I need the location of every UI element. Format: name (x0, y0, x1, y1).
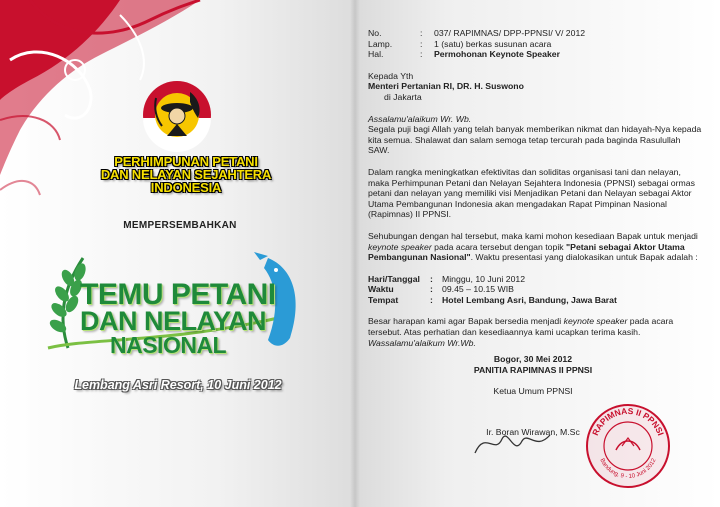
recipient-name: Menteri Pertanian RI, DR. H. Suswono (368, 81, 524, 92)
recipient-to: Kepada Yth (368, 70, 414, 81)
organization-name: PERHIMPUNAN PETANI DAN NELAYAN SEJAHTERA INDONESIA (100, 154, 272, 195)
recipient-location: di Jakarta (384, 91, 422, 102)
paragraph-purpose: Dalam rangka meningkatkan efektivitas dan soliditas organisasi tani dan nelayan, maka Perhimpunan Petani dan Nelayan Sejahtera Indonesia (PPNSI) sebagai ormas petani dan nelayan yang memiliki visi Menjadikan Petani dan Nelayan sebagai Aktor Utama Pembangunan Indonesia akan mengadakan Rapat Pimpinan Nasional (Rapimnas) II PPNSI. (368, 166, 695, 220)
paragraph-hope: Besar harapan kami agar Bapak bersedia menjadi keynote speaker pada acara tersebut. Atas perhatian dan kesediaannya kami ucapkan terima kasih. (368, 316, 674, 338)
stamp-top-text: RAPIMNAS II PPNSI (590, 405, 666, 437)
event-title-line-1: TEMU PETANI (80, 278, 276, 311)
schedule-time: Waktu : 09.45 – 10.15 WIB (368, 284, 514, 295)
stamp-bottom-text: Bandung, 9 - 10 Juni 2012 (598, 457, 658, 481)
paragraph-praise: Segala puji bagi Allah yang telah banyak memberikan nikmat dan hidayah-Nya kepada kita semua. Shalawat dan salam semoga tetap tercurah pada baginda Rasulullah SAW. (368, 124, 702, 156)
event-title-line-3: NASIONAL (110, 332, 227, 358)
letter-meta-number: No. : 037/ RAPIMNAS/ DPP-PPNSI/ V/ 2012 (368, 28, 586, 38)
greeting: Assalamu'alaikum Wr. Wb. (368, 113, 472, 124)
page-fold (350, 0, 360, 507)
schedule-day-date: Hari/Tanggal : Minggu, 10 Juni 2012 (368, 273, 526, 284)
venue-date: Lembang Asri Resort, 10 Juni 2012 (74, 378, 282, 392)
presents-label: MEMPERSEMBAHKAN (123, 220, 237, 231)
letter-meta-subject: Hal. : Permohonan Keynote Speaker (368, 49, 561, 60)
letter-meta-attachment: Lamp. : 1 (satu) berkas susunan acara (368, 38, 552, 49)
invitation-letter (368, 28, 703, 438)
paragraph-request: Sehubungan dengan hal tersebut, maka kami mohon kesediaan Bapak untuk menjadi keynote speaker pada acara tersebut dengan topik "Petani sebagai Aktor Utama Pembangunan Nasional". Waktu presentasi yang dialokasikan untuk Bapak adalah : (368, 230, 698, 263)
signature-place-date: Bogor, 30 Mei 2012 (493, 354, 573, 365)
event-title-line-2: DAN NELAYAN (80, 306, 267, 336)
handwritten-signature (470, 425, 560, 461)
committee-stamp-icon (584, 402, 672, 490)
signature-name: Ir. Boran Wirawan, M.Sc (486, 427, 580, 438)
ppnsi-logo-icon (140, 78, 214, 152)
closing: Wassalamu'alaikum Wr.Wb. (368, 337, 476, 348)
signature-role: Ketua Umum PPNSI (493, 386, 573, 397)
signature-committee: PANITIA RAPIMNAS II PPNSI (473, 364, 593, 375)
schedule-place: Tempat : Hotel Lembang Asri, Bandung, Jawa Barat (368, 294, 617, 305)
